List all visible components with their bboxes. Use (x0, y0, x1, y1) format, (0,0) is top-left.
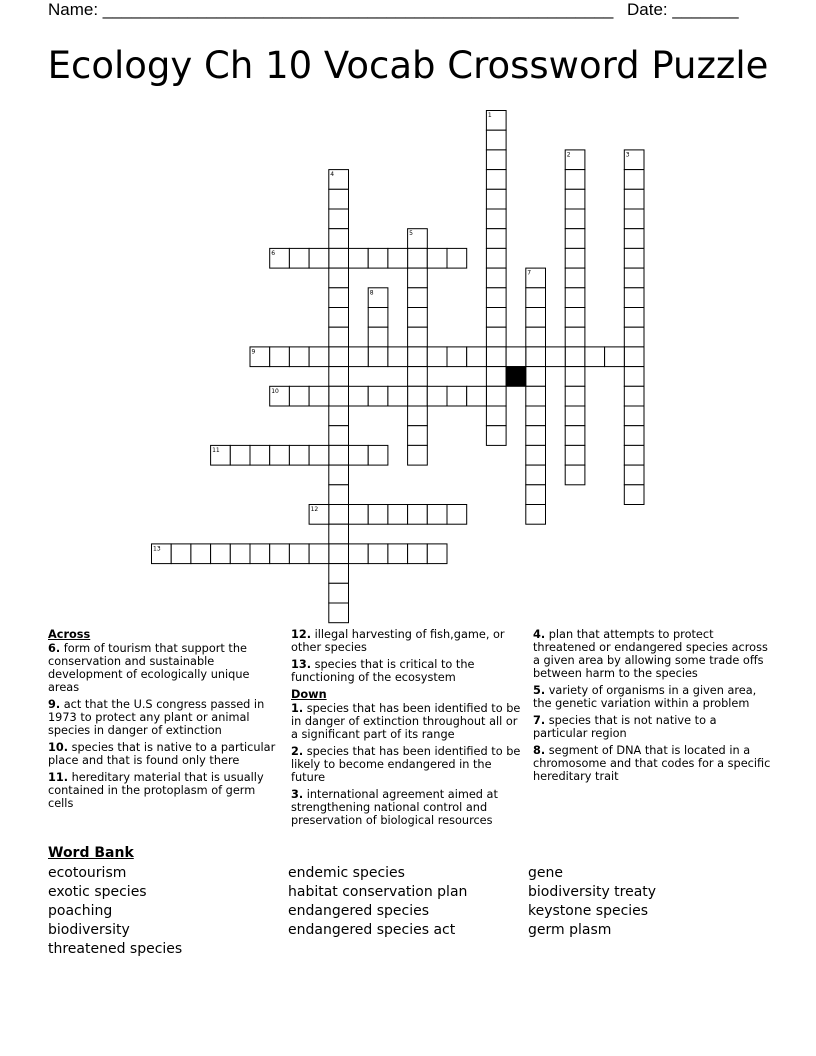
crossword-cell[interactable] (289, 386, 309, 406)
crossword-cell[interactable] (624, 248, 644, 268)
crossword-cell[interactable] (624, 347, 644, 367)
crossword-cell[interactable] (565, 347, 585, 367)
crossword-cell[interactable] (624, 386, 644, 406)
crossword-cell[interactable] (329, 367, 349, 387)
crossword-cell[interactable] (289, 544, 309, 564)
clue-across-13: 13. species that is critical to the functioning of the ecosystem (291, 658, 475, 684)
crossword-cell[interactable] (329, 327, 349, 347)
crossword-cell[interactable] (486, 308, 506, 328)
word-bank-item: endemic species (288, 865, 405, 881)
crossword-cell[interactable] (486, 130, 506, 150)
crossword-cell[interactable] (486, 367, 506, 387)
crossword-cell[interactable] (486, 229, 506, 249)
crossword-cell[interactable] (427, 505, 447, 525)
clue-down-2: 2. species that has been identified to be likely to become endangered in the future (291, 745, 521, 784)
crossword-cell[interactable] (408, 367, 428, 387)
crossword-cell[interactable] (526, 445, 546, 465)
crossword-cell[interactable] (329, 189, 349, 209)
crossword-cell[interactable] (368, 248, 388, 268)
clues-column-3 (533, 628, 771, 787)
crossword-cell[interactable] (565, 229, 585, 249)
crossword-cell[interactable] (250, 544, 270, 564)
name-field-label: Name: ______________________________________________________ (48, 0, 614, 19)
clue-across-9: 9. act that the U.S congress passed in 1973 to protect any plant or animal species in danger of extinction (48, 698, 265, 737)
crossword-cell[interactable] (486, 288, 506, 308)
crossword-cell[interactable] (388, 544, 408, 564)
word-bank-item: endangered species act (288, 922, 456, 938)
crossword-cell[interactable] (486, 209, 506, 229)
crossword-cell[interactable] (565, 248, 585, 268)
clue-number-1: 1 (487, 112, 492, 119)
crossword-cell[interactable] (624, 485, 644, 505)
crossword-cell[interactable] (447, 248, 467, 268)
crossword-cell[interactable] (289, 347, 309, 367)
clue-number-4: 4 (330, 171, 335, 179)
crossword-cell[interactable] (427, 347, 447, 367)
crossword-cell[interactable] (624, 406, 644, 426)
crossword-cell[interactable] (408, 248, 428, 268)
crossword-cell[interactable] (565, 308, 585, 328)
crossword-cell[interactable] (349, 248, 369, 268)
crossword-cell[interactable] (624, 327, 644, 347)
crossword-cell[interactable] (526, 406, 546, 426)
crossword-cell[interactable] (388, 386, 408, 406)
crossword-cell[interactable] (388, 347, 408, 367)
crossword-cell[interactable] (408, 288, 428, 308)
crossword-cell[interactable] (349, 544, 369, 564)
crossword-cell[interactable] (565, 288, 585, 308)
crossword-cell[interactable] (585, 347, 605, 367)
crossword-cell[interactable] (506, 347, 526, 367)
crossword-cell[interactable] (526, 465, 546, 485)
crossword-cell[interactable] (624, 465, 644, 485)
crossword-cell[interactable] (270, 347, 290, 367)
clue-across-11: 11. hereditary material that is usually contained in the protoplasm of germ cells (48, 771, 264, 810)
crossword-cell[interactable] (467, 386, 487, 406)
crossword-cell[interactable] (427, 544, 447, 564)
crossword-cell[interactable] (447, 386, 467, 406)
crossword-cell[interactable] (408, 268, 428, 288)
crossword-cell[interactable] (368, 544, 388, 564)
crossword-cell[interactable] (408, 327, 428, 347)
crossword-cell[interactable] (486, 150, 506, 170)
crossword-cell[interactable] (526, 367, 546, 387)
crossword-cell[interactable] (329, 268, 349, 288)
crossword-cell[interactable] (171, 544, 191, 564)
crossword-cell[interactable] (624, 189, 644, 209)
crossword-cell[interactable] (486, 268, 506, 288)
crossword-cell[interactable] (605, 347, 625, 367)
crossword-cell[interactable] (329, 347, 349, 367)
word-bank-column-3 (528, 864, 656, 940)
clue-down-1: 1. species that has been identified to be in danger of extinction throughout all or a significant part of its range (291, 702, 521, 741)
clue-number-9: 9 (251, 348, 256, 356)
crossword-cell[interactable] (329, 426, 349, 446)
down-heading: Down (291, 688, 327, 701)
crossword-cell[interactable] (624, 268, 644, 288)
crossword-cell[interactable] (408, 347, 428, 367)
clue-across-6: 6. form of tourism that support the conservation and sustainable development of ecologically unique areas (48, 642, 250, 694)
crossword-cell[interactable] (447, 505, 467, 525)
clues-column-1 (48, 628, 278, 814)
word-bank-item: biodiversity (48, 922, 130, 938)
word-bank-item: biodiversity treaty (528, 884, 657, 900)
crossword-cell[interactable] (211, 544, 231, 564)
crossword-cell[interactable] (408, 386, 428, 406)
crossword-cell[interactable] (408, 308, 428, 328)
crossword-cell[interactable] (447, 347, 467, 367)
crossword-cell[interactable] (349, 347, 369, 367)
crossword-cell[interactable] (624, 229, 644, 249)
crossword-cell[interactable] (565, 189, 585, 209)
clue-number-10: 10 (271, 387, 279, 395)
clue-down-8: 8. segment of DNA that is located in a chromosome and that codes for a specific hereditary trait (533, 744, 771, 783)
crossword-cell[interactable] (565, 406, 585, 426)
crossword-cell[interactable] (329, 564, 349, 584)
clue-down-7: 7. species that is not native to a particular region (533, 714, 717, 740)
crossword-cell[interactable] (368, 308, 388, 328)
crossword-cell[interactable] (486, 170, 506, 190)
clue-number-13: 13 (153, 545, 161, 553)
clue-number-3: 3 (625, 151, 630, 159)
crossword-cell[interactable] (427, 386, 447, 406)
crossword-cell[interactable] (624, 288, 644, 308)
word-bank-item: poaching (48, 903, 113, 919)
crossword-cell[interactable] (526, 485, 546, 505)
crossword-cell[interactable] (349, 386, 369, 406)
crossword-cell[interactable] (230, 544, 250, 564)
crossword-cell[interactable] (309, 248, 329, 268)
clue-number-8: 8 (369, 289, 374, 297)
crossword-cell[interactable] (329, 308, 349, 328)
crossword-cell[interactable] (408, 505, 428, 525)
crossword-cell[interactable] (329, 603, 349, 623)
word-bank-item: endangered species (288, 903, 430, 919)
crossword-cell[interactable] (565, 170, 585, 190)
crossword-cell[interactable] (427, 248, 447, 268)
crossword-cell[interactable] (329, 485, 349, 505)
crossword-cell[interactable] (486, 248, 506, 268)
crossword-cell[interactable] (526, 426, 546, 446)
clue-number-11: 11 (212, 446, 220, 454)
clue-number-6: 6 (271, 249, 276, 257)
word-bank-heading: Word Bank (48, 845, 134, 861)
clue-down-3: 3. international agreement aimed at strengthening national control and preservation of biological resources (291, 788, 498, 827)
crossword-cell[interactable] (329, 524, 349, 544)
word-bank-item: exotic species (48, 884, 147, 900)
crossword-cell[interactable] (486, 406, 506, 426)
word-bank-item: germ plasm (528, 922, 612, 938)
crossword-cell[interactable] (408, 426, 428, 446)
crossword-cell[interactable] (230, 445, 250, 465)
crossword-cell[interactable] (565, 386, 585, 406)
page-title: Ecology Ch 10 Vocab Crossword Puzzle (47, 44, 769, 87)
crossword-cell[interactable] (526, 308, 546, 328)
crossword-cell[interactable] (309, 386, 329, 406)
crossword-cell[interactable] (368, 445, 388, 465)
crossword-cell[interactable] (309, 347, 329, 367)
word-bank-column-2 (288, 864, 467, 940)
clue-across-10: 10. species that is native to a particular place and that is found only there (48, 741, 276, 767)
crossword-cell[interactable] (624, 170, 644, 190)
crossword-cell[interactable] (309, 445, 329, 465)
crossword-cell[interactable] (368, 386, 388, 406)
crossword-cell[interactable] (565, 445, 585, 465)
crossword-cell[interactable] (368, 505, 388, 525)
crossword-cell[interactable] (329, 445, 349, 465)
crossword-cell[interactable] (349, 505, 369, 525)
crossword-cell[interactable] (368, 327, 388, 347)
crossword-cell[interactable] (565, 209, 585, 229)
word-bank-column-1 (48, 864, 182, 959)
clue-number-5: 5 (409, 230, 413, 238)
crossword-cell[interactable] (624, 445, 644, 465)
crossword-cell[interactable] (408, 406, 428, 426)
crossword-cell[interactable] (270, 445, 290, 465)
crossword-cell[interactable] (624, 209, 644, 229)
crossword-cell[interactable] (486, 426, 506, 446)
clue-across-12: 12. illegal harvesting of fish,game, or other species (291, 628, 505, 654)
crossword-cell[interactable] (329, 248, 349, 268)
crossword-cell[interactable] (368, 347, 388, 367)
crossword-cell[interactable] (191, 544, 211, 564)
crossword-cell[interactable] (329, 505, 349, 525)
clue-down-4: 4. plan that attempts to protect threatened or endangered species across a given area by allowing some trade offs between harm to the species (533, 628, 768, 680)
crossword-cell[interactable] (486, 347, 506, 367)
crossword-cell[interactable] (329, 583, 349, 603)
crossword-cell[interactable] (388, 505, 408, 525)
word-bank-item: habitat conservation plan (288, 884, 468, 900)
crossword-cell[interactable] (289, 445, 309, 465)
crossword-cell[interactable] (526, 327, 546, 347)
date-field-label: Date: _______ (627, 0, 739, 19)
crossword-cell[interactable] (486, 189, 506, 209)
crossword-cell[interactable] (250, 445, 270, 465)
crossword-cell[interactable] (329, 229, 349, 249)
crossword-cell[interactable] (270, 544, 290, 564)
clue-down-5: 5. variety of organisms in a given area, the genetic variation within a problem (533, 684, 757, 710)
crossword-cell[interactable] (486, 327, 506, 347)
crossword-cell[interactable] (289, 248, 309, 268)
crossword-cell[interactable] (329, 386, 349, 406)
clues-column-2 (291, 628, 523, 831)
clue-number-2: 2 (566, 151, 571, 159)
across-heading: Across (48, 628, 91, 641)
clue-number-12: 12 (310, 506, 319, 513)
crossword-cell[interactable] (565, 426, 585, 446)
crossword-cell[interactable] (526, 347, 546, 367)
crossword-cell[interactable] (486, 386, 506, 406)
crossword-cell[interactable] (526, 505, 546, 525)
crossword-cell[interactable] (526, 288, 546, 308)
crossword-cell[interactable] (565, 268, 585, 288)
crossword-cell[interactable] (408, 544, 428, 564)
crossword-cell[interactable] (408, 445, 428, 465)
word-bank-item: gene (528, 865, 563, 881)
crossword-cell[interactable] (329, 209, 349, 229)
crossword-cell[interactable] (546, 347, 566, 367)
crossword-cell[interactable] (329, 288, 349, 308)
crossword-cell[interactable] (329, 544, 349, 564)
crossword-cell[interactable] (309, 544, 329, 564)
crossword-cell[interactable] (329, 406, 349, 426)
crossword-cell[interactable] (565, 327, 585, 347)
word-bank-item: keystone species (528, 903, 649, 919)
crossword-cell[interactable] (565, 465, 585, 485)
word-bank-item: ecotourism (48, 865, 127, 881)
crossword-cell[interactable] (624, 308, 644, 328)
crossword-cell[interactable] (526, 386, 546, 406)
clue-number-7: 7 (527, 269, 532, 277)
word-bank-item: threatened species (48, 941, 183, 957)
crossword-cell[interactable] (329, 465, 349, 485)
crossword-cell[interactable] (565, 367, 585, 387)
crossword-cell[interactable] (624, 367, 644, 387)
crossword-cell[interactable] (467, 347, 487, 367)
crossword-cell[interactable] (624, 426, 644, 446)
crossword-cell[interactable] (349, 445, 369, 465)
crossword-cell[interactable] (388, 248, 408, 268)
crossword-black-cell (506, 367, 526, 387)
